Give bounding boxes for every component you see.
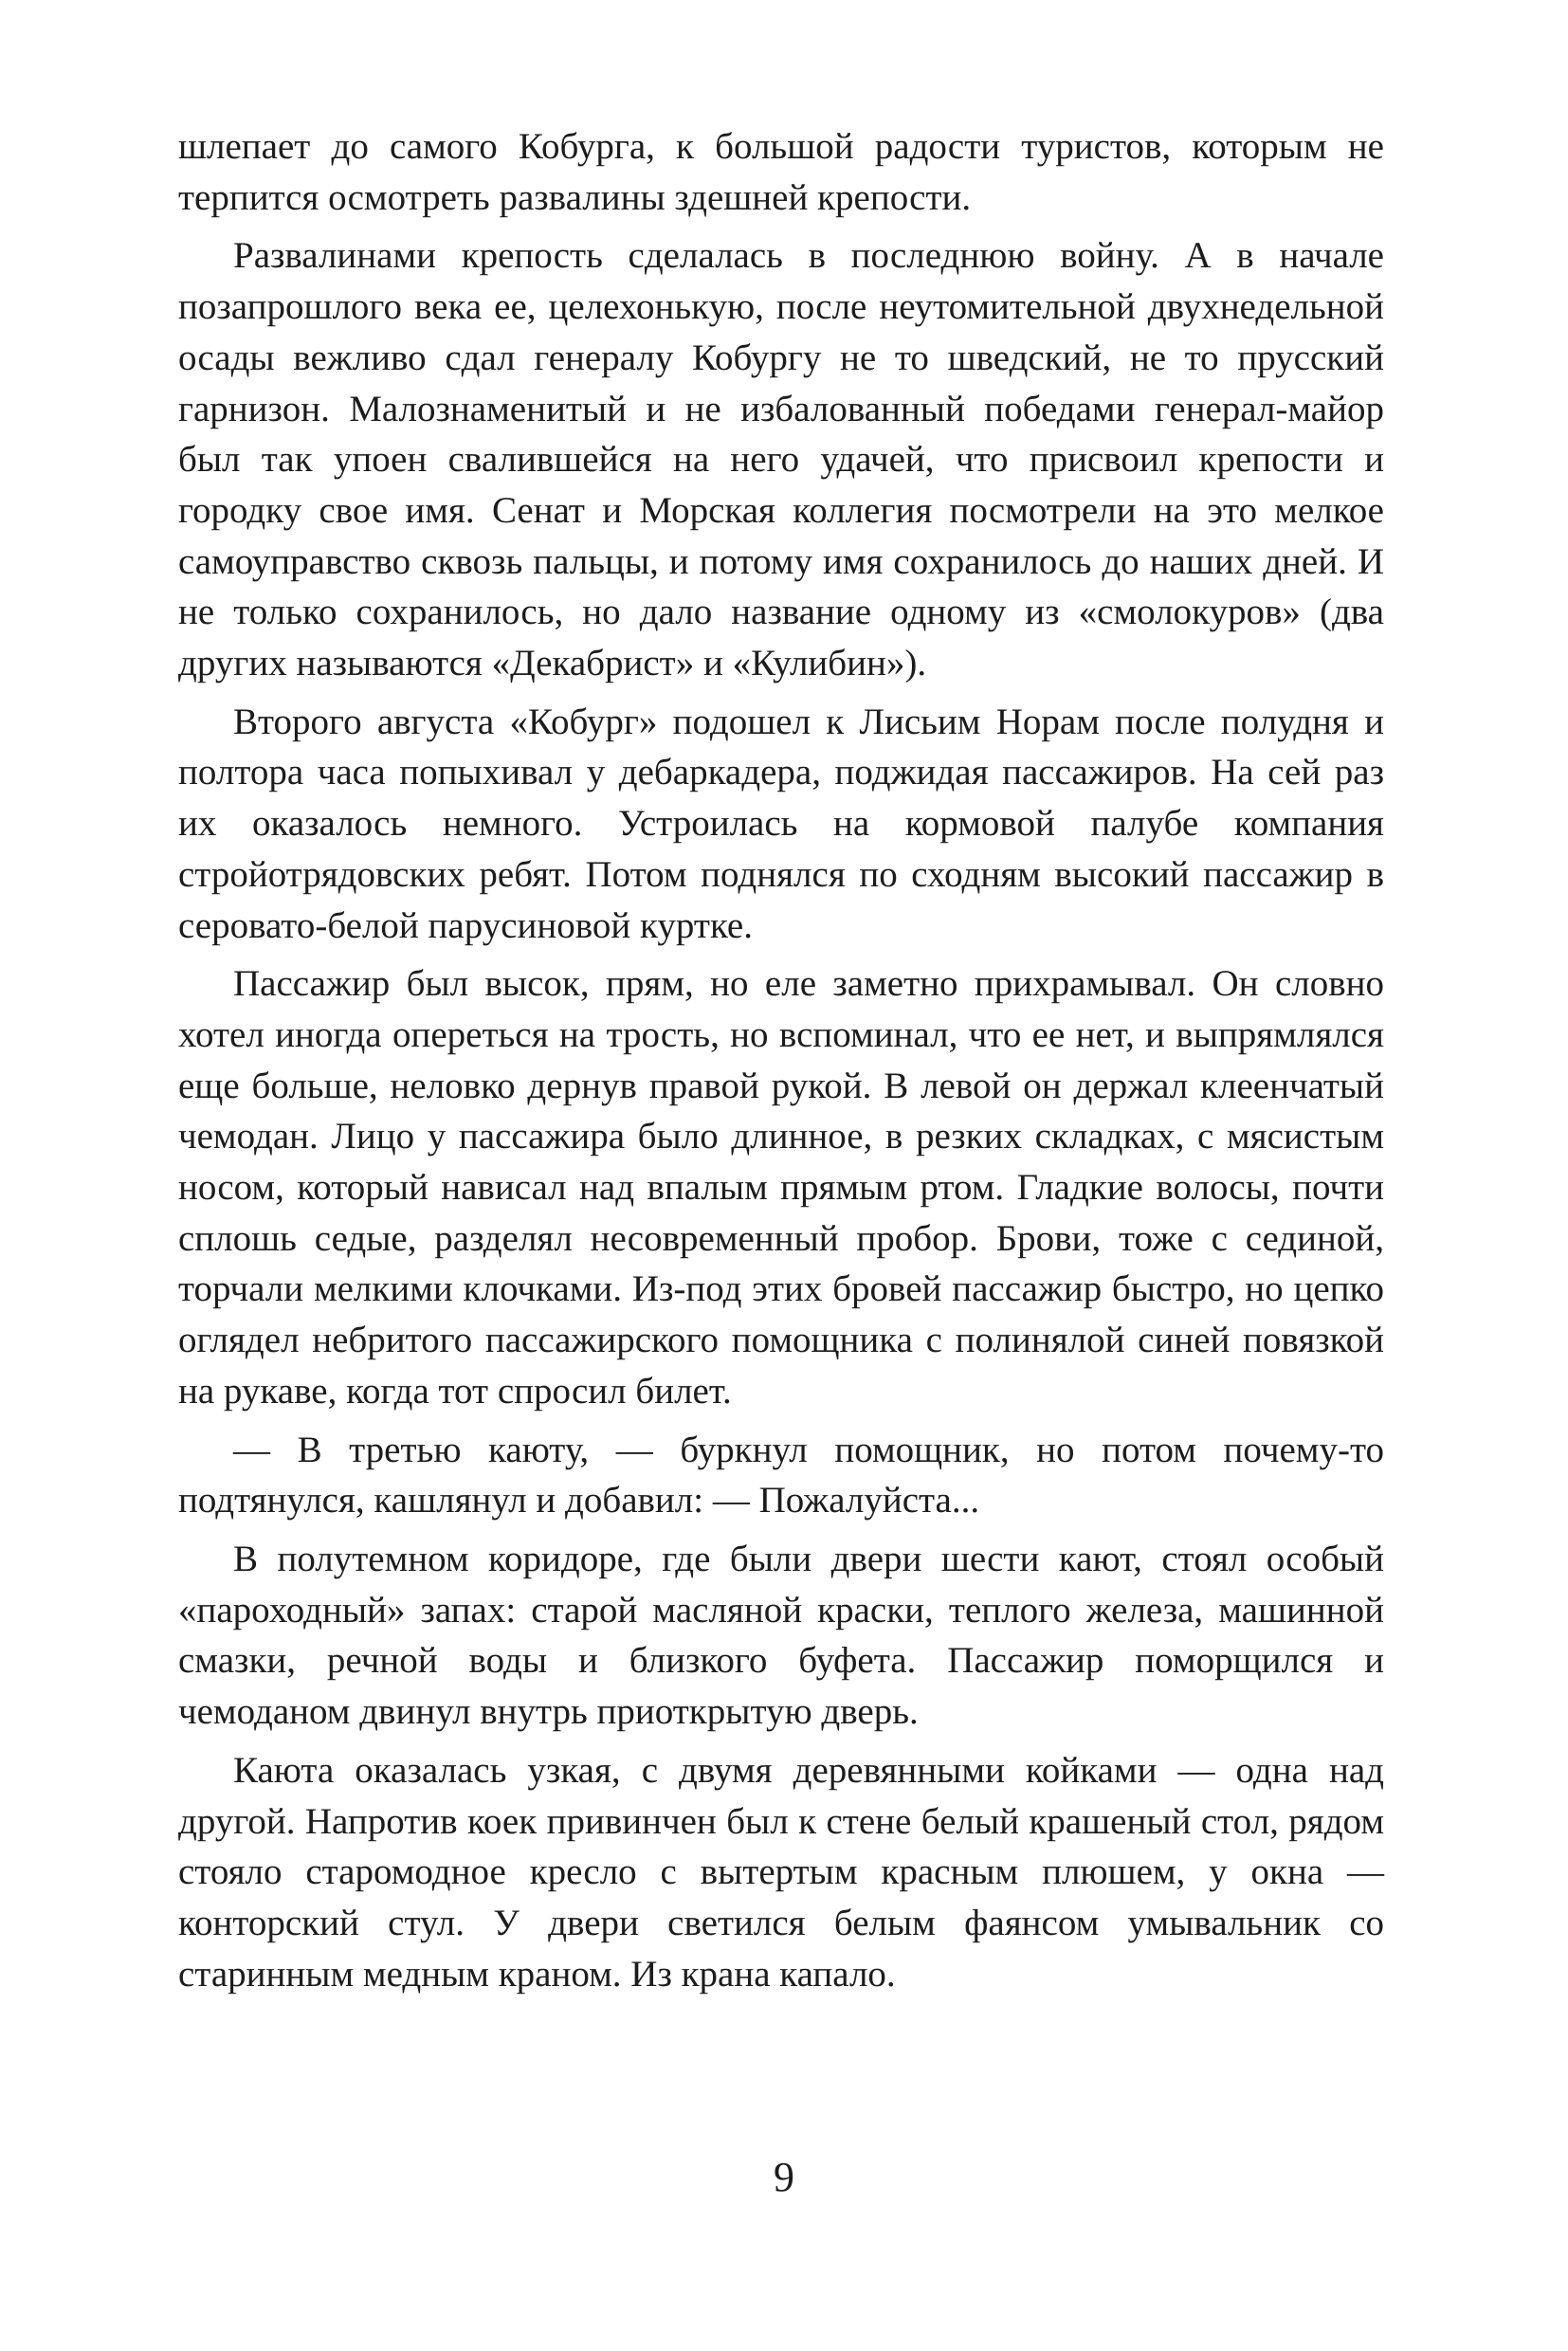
paragraph: В полутемном коридоре, где были двери шести кают, стоял особый «пароходный» запах: старой масляной краски, теплого железа, машинной смазки, речной воды и близкого буфета. Пассажир поморщился и чемоданом двинул внутрь приоткрытую дверь. [178, 1538, 1384, 1733]
paragraph: Каюта оказалась узкая, с двумя деревянными койками — одна над другой. Напротив коек привинчен был к стене белый крашеный стол, рядом стояло старомодное кресло с вытертым красным плюшем, у окна — конторский стул. У двери светился белым фаянсом умывальник со старинным медным краном. Из крана капало. [178, 1749, 1384, 1995]
paragraph: Второго августа «Кобург» подошел к Лисьим Норам после полудня и полтора часа попыхивал у дебаркадера, поджидая пассажиров. На сей раз их оказалось немного. Устроилась на кормовой палубе компания стройотрядовских ребят. Потом поднялся по сходням высокий пассажир в серовато-белой парусиновой куртке. [178, 701, 1384, 946]
body-text [178, 121, 1384, 1999]
paragraph: Пассажир был высок, прям, но еле заметно прихрамывал. Он словно хотел иногда опереться на трость, но вспоминал, что ее нет, и выпрямлялся еще больше, неловко дернув правой рукой. В левой он держал клеенчатый чемодан. Лицо у пассажира было длинное, в резких складках, с мясистым носом, который нависал над впалым прямым ртом. Гладкие волосы, почти сплошь седые, разделял несовременный пробор. Брови, тоже с сединой, торчали мелкими клочками. Из-под этих бровей пассажир быстро, но цепко оглядел небритого пассажирского помощника с полинялой синей повязкой на рукаве, когда тот спросил билет. [178, 963, 1384, 1412]
paragraph: — В третью каюту, — буркнул помощник, но потом почему-то подтянулся, кашлянул и добавил: — Пожалуйста... [178, 1429, 1384, 1522]
paragraph: Развалинами крепость сделалась в последнюю войну. А в начале позапрошлого века ее, целехонькую, после неутомительной двухнедельной осады вежливо сдал генералу Кобургу не то шведский, не то прусский гарнизон. Малознаменитый и не избалованный победами генерал-майор был так упоен свалившейся на него удачей, что присвоил крепости и городку свое имя. Сенат и Морская коллегия посмотрели на это мелкое самоуправство сквозь пальцы, и потому имя сохранилось до наших дней. И не только сохранилось, но дало название одному из «смолокуров» (два других называются «Декабрист» и «Кулибин»). [178, 235, 1384, 684]
page-number: 9 [774, 2154, 794, 2200]
paragraph: шлепает до самого Кобурга, к большой радости туристов, которым не терпится осмотреть развалины здешней крепости. [178, 126, 1384, 218]
